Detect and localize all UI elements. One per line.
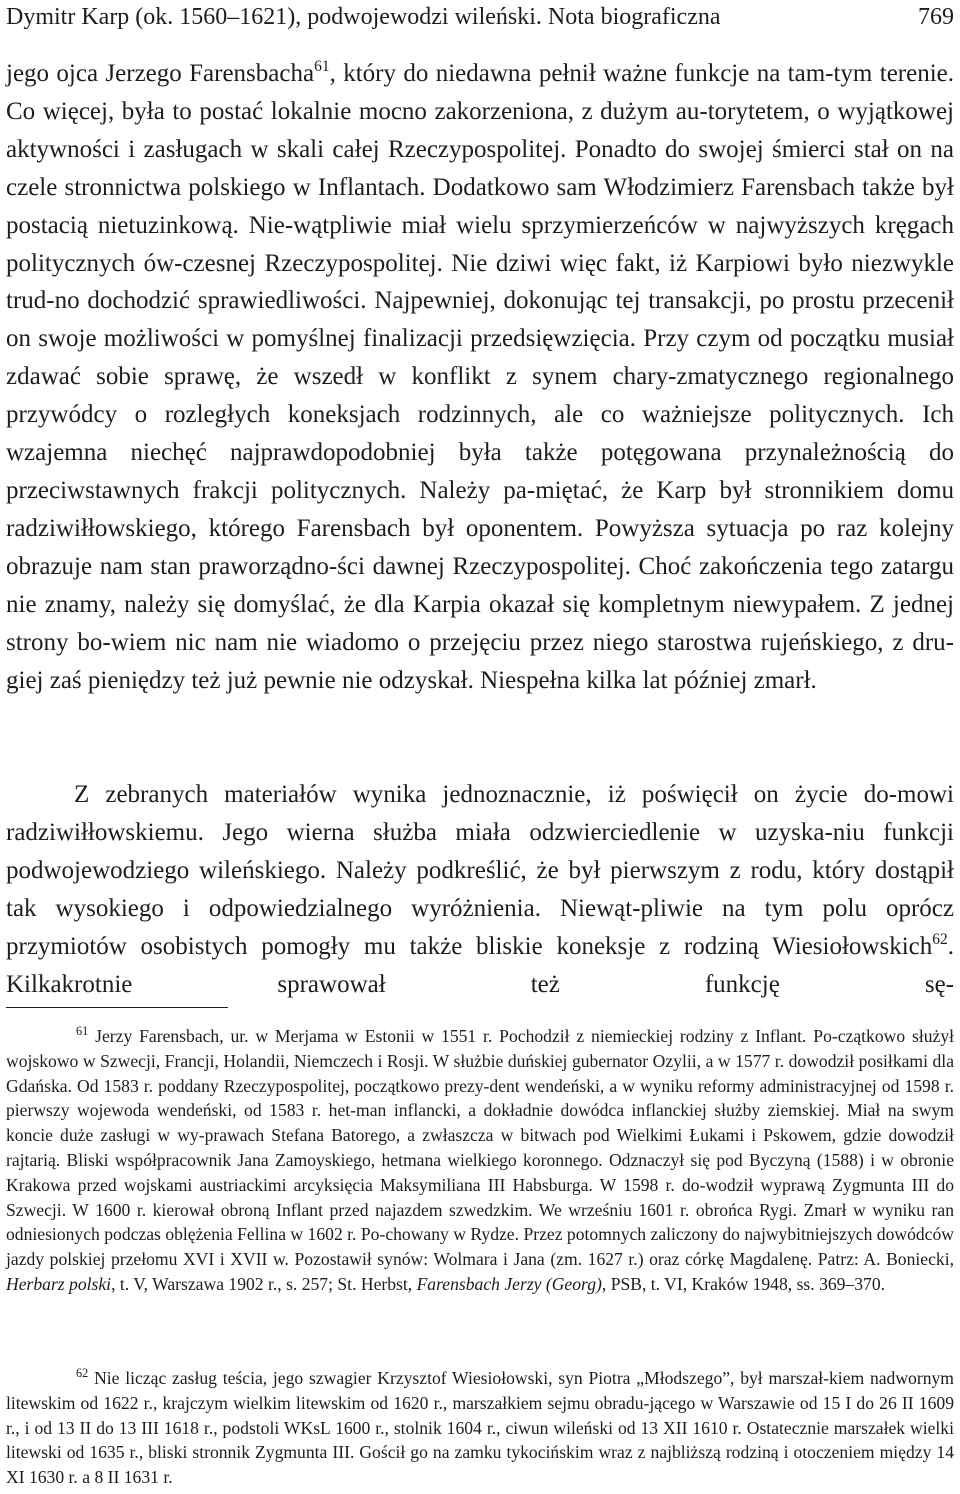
page-number: 769	[918, 4, 954, 30]
paragraph-text: Z zebranych materiałów wynika jednoznacznie, iż poświęcił on życie do-mowi radziwiłłowskiemu. Jego wierna służba miała odzwierciedlenie w uzyska-niu funkcji podwojewodziego wileńskiego. Należy podkreślić, że był pierwszym z rodu, który dostąpił tak wysokiego i odpowiedzialnego wyróżnienia. Niewąt-pliwie na tym polu oprócz przymiotów osobistych pomogły mu także bliskie koneksje z rodziną Wiesiołowskich	[6, 781, 954, 960]
paragraph-text: jego ojca Jerzego Farensbacha	[6, 60, 315, 87]
footnote-title-italic: Farensbach Jerzy (Georg)	[416, 1273, 602, 1294]
paragraph-text: , który do niedawna pełnił ważne funkcje na tam-tym terenie. Co więcej, była to postać lokalnie mocno zakorzeniona, z dużym au-torytetem, o wyjątkowej aktywności i zasługach w skali całej Rzeczypospolitej. Ponadto do swojej śmierci stał on na czele stronnictwa polskiego w Inflantach. Dodatkowo sam Włodzimierz Farensbach także był postacią nietuzinkową. Nie-wątpliwie miał wielu sprzymierzeńców w najwyższych kręgach politycznych ów-czesnej Rzeczypospolitej. Nie dziwi więc fakt, iż Karpiowi było niezwykle trud-no dochodzić sprawiedliwości. Najpewniej, dokonując tej transakcji, po prostu przecenił on swoje możliwości w pomyślnej finalizacji przedsięwzięcia. Przy czym od początku musiał zdawać sobie sprawę, że wszedł w konflikt z synem chary-zmatycznego regionalnego przywódcy o rozległych koneksjach rodzinnych, ale co ważniejsze politycznych. Ich wzajemna niechęć najprawdopodobniej była także potęgowana przynależnością do przeciwstawnych frakcji politycznych. Należy pa-miętać, że Karp był stronnikiem domu radziwiłłowskiego, którego Farensbach był oponentem. Powyższa sytuacja po raz kolejny obrazuje nam stan praworządno-ści dawnej Rzeczypospolitej. Choć zakończenia tego zatargu nie znamy, należy się domyślać, że dla Karpia okazał się kompletnym niewypałem. Z jednej strony bo-wiem nic nam nie wiadomo o przejęciu przez niego starostwa rujeńskiego, z dru-giej zaś pieniędzy też już pewnie nie odzyskał. Niespełna kilka lat później zmarł.	[6, 60, 954, 694]
footnote-number: 62	[76, 1365, 89, 1380]
footnote-text: Nie licząc zasług teścia, jego szwagier Krzysztof Wiesiołowski, syn Piotra „Młodszego”, był marszał-kiem nadwornym litewskim od 1622 r., krajczym wielkim litewskim od 1620 r., marszałkiem sejmu obradu-jącego w Warszawie od 15 I do 26 II 1609 r., i od 13 II do 13 III 1618 r., podstoli WKsL 1600 r., stolnik 1604 r., ciwun wileński od 13 XII 1610 r. Ostatecznie marszałek wielki litewski od 1635 r., bliski stronnik Zygmunta III. Gościł go na zamku tykocińskim wraz z najbliższą rodziną i otoczeniem między 14 XI 1630 r. a 8 II 1631 r.	[6, 1368, 954, 1488]
footnote-ref-62[interactable]: 62	[932, 930, 948, 948]
footnote-61	[6, 1024, 954, 1297]
paragraph-text: . Kilkakrotnie sprawował też funkcję sę-	[6, 932, 954, 998]
body-paragraph-1	[6, 55, 954, 699]
header-title: Dymitr Karp (ok. 1560–1621), podwojewodzi wileński. Nota biograficzna	[6, 4, 721, 30]
footnote-text: Jerzy Farensbach, ur. w Merjama w Estonii w 1551 r. Pochodził z niemieckiej rodziny z Inflant. Po-czątkowo służył wojskowo w Szwecji, Francji, Holandii, Niemczech i Rosji. W służbie duńskiej gubernator Ozylii, a w 1577 r. dowodził posiłkami dla Gdańska. Od 1583 r. poddany Rzeczypospolitej, początkowo prezy-dent wendeński, a w wyniku reformy administracyjnej od 1598 r. pierwszy wojewoda wendeński, od 1583 r. het-man inflancki, a dokładnie dowódca inflanckiej służby ziemskiej. Miał na swym koncie duże zasługi w wy-prawach Stefana Batorego, a zwłaszcza w bitwach pod Wielkimi Łukami i Pskowem, gdzie dowodził rajtarią. Bliski współpracownik Jana Zamoyskiego, hetmana wielkiego koronnego. Odznaczył się pod Byczyną (1588) i w obronie Krakowa przed wojskami austriackimi arcyksięcia Maksymiliana III Habsburga. W 1598 r. do-wodził wyprawą Zygmunta III do Szwecji. W 1600 r. kierował obroną Inflant przed najazdem szwedzkim. We wrześniu 1601 r. obrońca Rygi. Zmarł w wyniku ran odniesionych podczas oblężenia Fellina w 1602 r. Po-chowany w Rydze. Przez potomnych zaliczony do najwybitniejszych dowódców jazdy polskiej przełomu XVI i XVII w. Pozostawił synów: Wolmara i Jana (zm. 1627 r.) oraz córkę Magdalenę. Patrz: A. Boniecki,	[6, 1026, 954, 1270]
running-header	[6, 2, 954, 32]
footnote-62	[6, 1366, 954, 1490]
footnote-number: 61	[76, 1023, 89, 1038]
footnote-separator	[6, 1007, 228, 1008]
footnote-text: , PSB, t. VI, Kraków 1948, ss. 369–370.	[601, 1273, 886, 1294]
body-paragraph-2	[6, 776, 954, 1003]
footnote-ref-61[interactable]: 61	[314, 57, 330, 75]
footnote-text: , t. V, Warszawa 1902 r., s. 257; St. Herbst,	[111, 1273, 417, 1294]
footnote-title-italic: Herbarz polski	[6, 1273, 112, 1294]
